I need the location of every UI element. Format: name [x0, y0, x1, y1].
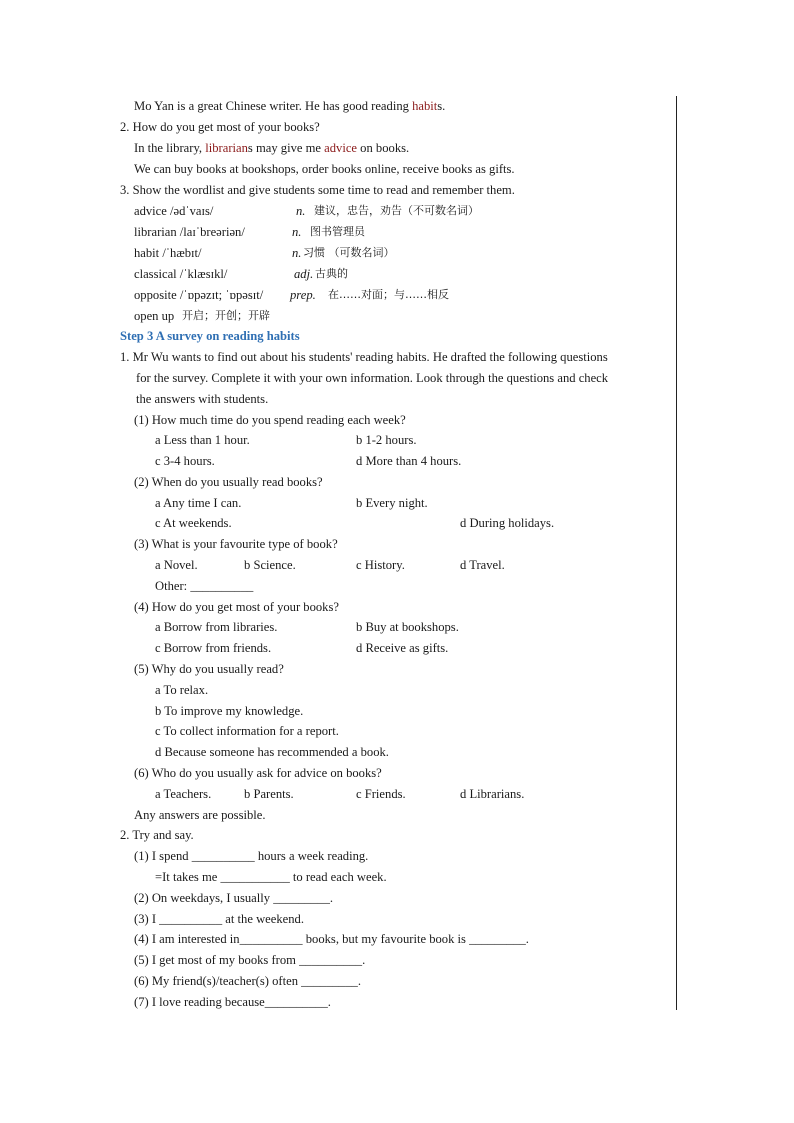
- word-classical-meaning: 古典的: [315, 267, 348, 280]
- word-classical: classical /ˈklæsɪkl/: [134, 267, 228, 281]
- survey-q5-a: a To relax.: [155, 683, 209, 697]
- step3-intro-3: the answers with students.: [136, 392, 269, 406]
- try-and-say-title: 2. Try and say.: [120, 828, 194, 842]
- word-advice-meaning: 建议，忠告，劝告（不可数名词）: [314, 204, 479, 217]
- word-librarian: librarian /laɪˈbreəriən/: [134, 225, 245, 239]
- survey-q6-b: b Parents.: [244, 787, 294, 801]
- q3-title: 3. Show the wordlist and give students some time to read and remember them.: [120, 183, 515, 197]
- survey-q4-b: b Buy at bookshops.: [356, 620, 459, 634]
- word-opposite-pos: prep.: [290, 288, 316, 302]
- word-librarian-pos: n.: [292, 225, 302, 239]
- librarian-highlight: librarian: [205, 141, 248, 155]
- word-advice: advice /ədˈvaɪs/: [134, 204, 214, 218]
- library-text-mid: s may give me: [247, 141, 325, 155]
- survey-q5-b: b To improve my knowledge.: [155, 704, 304, 718]
- survey-q1: (1) How much time do you spend reading each week?: [134, 413, 406, 427]
- survey-q2-a: a Any time I can.: [155, 496, 242, 510]
- survey-q6-d: d Librarians.: [460, 787, 525, 801]
- word-librarian-meaning: 图书管理员: [310, 225, 365, 238]
- try-line-1: (1) I spend __________ hours a week reading.: [134, 849, 369, 863]
- table-right-border: [676, 96, 677, 1010]
- mo-yan-suffix: s.: [437, 99, 446, 113]
- library-line: [134, 138, 409, 158]
- survey-q1-c: c 3-4 hours.: [155, 454, 215, 468]
- try-line-7: (7) I love reading because__________.: [134, 995, 331, 1009]
- survey-q5-d: d Because someone has recommended a book.: [155, 745, 389, 759]
- word-habit-pos: n.: [292, 246, 302, 260]
- survey-q1-d: d More than 4 hours.: [356, 454, 462, 468]
- survey-q3-d: d Travel.: [460, 558, 505, 572]
- library-text-end: on books.: [357, 141, 410, 155]
- survey-q2-c: c At weekends.: [155, 516, 232, 530]
- mo-yan-text: Mo Yan is a great Chinese writer. He has good reading: [134, 99, 413, 113]
- survey-q2-b: b Every night.: [356, 496, 428, 510]
- word-opposite-meaning: 在……对面；与……相反: [328, 288, 449, 301]
- word-open-up: open up: [134, 309, 175, 323]
- step3-intro-1: 1. Mr Wu wants to find out about his students' reading habits. He drafted the following questions: [120, 350, 608, 364]
- survey-q6-c: c Friends.: [356, 787, 406, 801]
- any-answers-note: Any answers are possible.: [134, 808, 266, 822]
- survey-q4-a: a Borrow from libraries.: [155, 620, 278, 634]
- step3-heading: Step 3 A survey on reading habits: [120, 329, 300, 343]
- try-line-1b: =It takes me ___________ to read each week.: [155, 870, 387, 884]
- survey-q2-d: d During holidays.: [460, 516, 555, 530]
- survey-q3: (3) What is your favourite type of book?: [134, 537, 338, 551]
- try-line-3: (3) I __________ at the weekend.: [134, 912, 304, 926]
- survey-q4: (4) How do you get most of your books?: [134, 600, 339, 614]
- try-line-2: (2) On weekdays, I usually _________.: [134, 891, 334, 905]
- survey-q4-d: d Receive as gifts.: [356, 641, 449, 655]
- word-advice-pos: n.: [296, 204, 306, 218]
- survey-q6-a: a Teachers.: [155, 787, 212, 801]
- advice-highlight: advice: [324, 141, 358, 155]
- survey-q3-a: a Novel.: [155, 558, 198, 572]
- word-habit-meaning: 习惯 （可数名词）: [303, 246, 395, 259]
- survey-q3-c: c History.: [356, 558, 405, 572]
- word-habit: habit /ˈhæbɪt/: [134, 246, 202, 260]
- survey-q5-c: c To collect information for a report.: [155, 724, 339, 738]
- survey-q1-b: b 1-2 hours.: [356, 433, 417, 447]
- q2-title: 2. How do you get most of your books?: [120, 120, 320, 134]
- word-opposite: opposite /ˈɒpəzɪt; ˈɒpəsɪt/: [134, 288, 264, 302]
- habit-highlight: habit: [412, 99, 438, 113]
- mo-yan-line: [134, 96, 445, 116]
- word-open-up-meaning: 开启；开创；开辟: [182, 309, 270, 322]
- survey-q1-a: a Less than 1 hour.: [155, 433, 250, 447]
- survey-q2: (2) When do you usually read books?: [134, 475, 323, 489]
- survey-q5: (5) Why do you usually read?: [134, 662, 284, 676]
- survey-q4-c: c Borrow from friends.: [155, 641, 272, 655]
- survey-q3-b: b Science.: [244, 558, 296, 572]
- try-line-4: (4) I am interested in__________ books, but my favourite book is _________.: [134, 932, 529, 946]
- survey-q3-other: Other: __________: [155, 579, 254, 593]
- survey-q6: (6) Who do you usually ask for advice on books?: [134, 766, 382, 780]
- library-text: In the library,: [134, 141, 206, 155]
- try-line-6: (6) My friend(s)/teacher(s) often _________.: [134, 974, 361, 988]
- step3-intro-2: for the survey. Complete it with your own information. Look through the questions and check: [136, 371, 609, 385]
- buy-books-line: We can buy books at bookshops, order books online, receive books as gifts.: [134, 162, 515, 176]
- try-line-5: (5) I get most of my books from __________.: [134, 953, 366, 967]
- word-classical-pos: adj.: [294, 267, 314, 281]
